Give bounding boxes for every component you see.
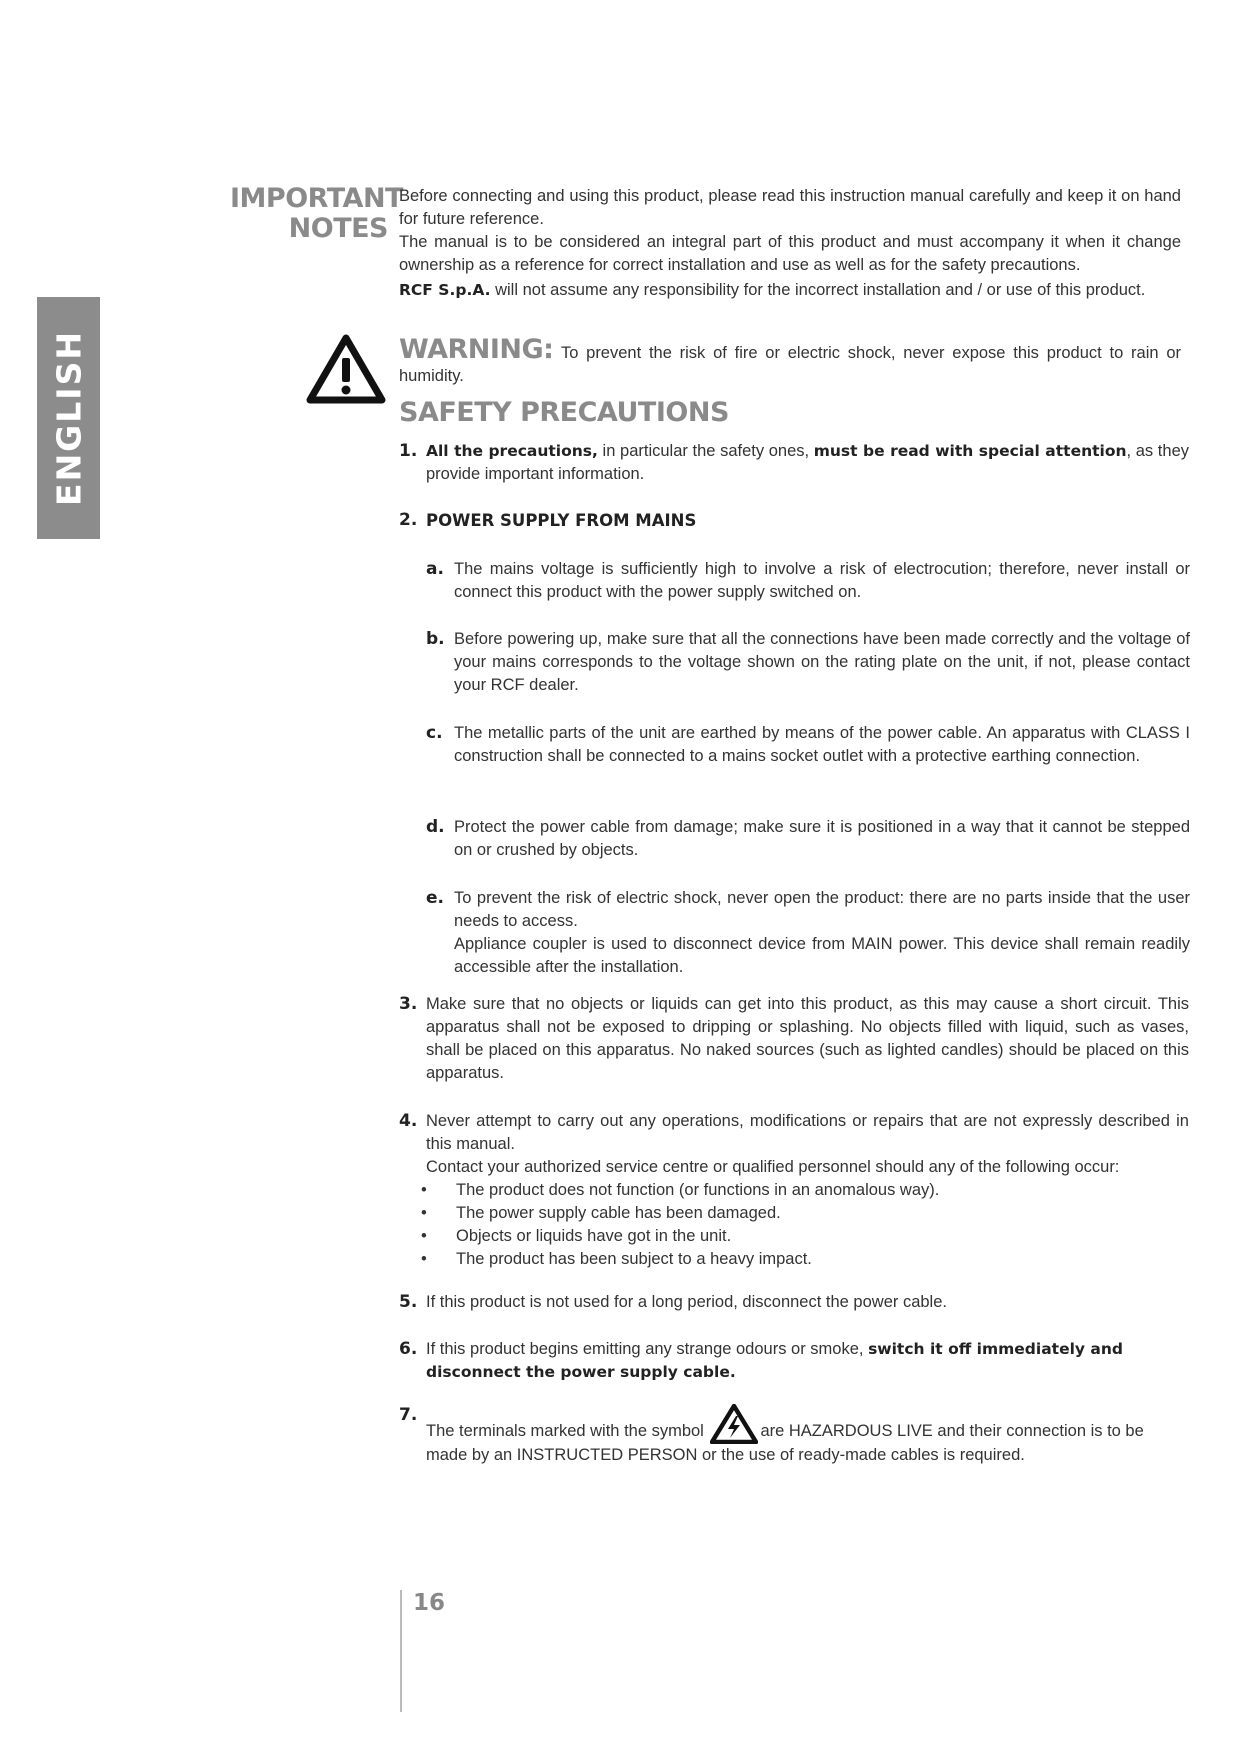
intro-paragraph-3-text: will not assume any responsibility for the incorrect installation and / or use of this product. bbox=[490, 281, 1146, 299]
sub-item-text: Before powering up, make sure that all the connections have been made correctly and the voltage of your mains corresponds to the voltage shown on the rating plate on the unit, if not, please contact your RCF dealer. bbox=[454, 630, 1190, 694]
power-supply-heading: POWER SUPPLY FROM MAINS bbox=[426, 511, 697, 530]
sub-item-text: Protect the power cable from damage; make sure it is positioned in a way that it cannot be stepped on or crushed by objects. bbox=[454, 818, 1190, 859]
list-item: • The product has been subject to a heavy impact. bbox=[399, 1248, 1189, 1271]
item-1-bold-2: must be read with special attention bbox=[813, 442, 1127, 460]
sub-item-letter: b. bbox=[426, 629, 445, 649]
warning-icon bbox=[306, 334, 386, 404]
item-number: 5. bbox=[399, 1292, 418, 1312]
warning-label: WARNING: bbox=[399, 334, 554, 365]
item-text: If this product begins emitting any strange odours or smoke, bbox=[426, 1340, 869, 1358]
sub-item-a bbox=[426, 558, 1190, 604]
page-number: 16 bbox=[413, 1590, 446, 1616]
sub-item-c bbox=[426, 722, 1190, 768]
precaution-item-5 bbox=[399, 1291, 1189, 1314]
sub-item-text: To prevent the risk of electric shock, never open the product: there are no parts inside that the user needs to access. bbox=[454, 889, 1190, 930]
sub-item-letter: d. bbox=[426, 817, 445, 837]
intro-paragraph-3 bbox=[399, 279, 1181, 302]
precaution-item-7 bbox=[399, 1404, 1189, 1467]
item-number: 2. bbox=[399, 510, 418, 530]
item-text-1: The terminals marked with the symbol bbox=[426, 1422, 709, 1440]
intro-paragraph-2: The manual is to be considered an integral part of this product and must accompany it when it change ownership as a reference for correct installation and use as well as for the safety precautions. bbox=[399, 233, 1181, 274]
item-bold-text: switch it off immediately and disconnect the power supply cable. bbox=[426, 1340, 1123, 1381]
item-body bbox=[426, 1338, 1189, 1384]
safety-heading-wrap bbox=[399, 397, 1181, 428]
sub-item-letter: e. bbox=[426, 888, 444, 908]
sub-item-letter: a. bbox=[426, 559, 444, 579]
sub-item-text-2: Appliance coupler is used to disconnect device from MAIN power. This device shall remain readily accessible after the installation. bbox=[454, 935, 1190, 976]
warning-text: To prevent the risk of fire or electric shock, never expose this product to rain or humidity. bbox=[399, 344, 1181, 385]
item-1-bold-1: All the precautions, bbox=[426, 442, 598, 460]
sub-item-letter: c. bbox=[426, 723, 443, 743]
item-text: Never attempt to carry out any operations, modifications or repairs that are not expressly described in this manual. bbox=[426, 1112, 1189, 1153]
item-text: If this product is not used for a long period, disconnect the power cable. bbox=[426, 1293, 947, 1311]
notes-title-line-2: NOTES bbox=[288, 213, 388, 244]
item-text-2: Contact your authorized service centre or qualified personnel should any of the following occur: bbox=[426, 1158, 1120, 1176]
warning-paragraph bbox=[399, 334, 1181, 388]
language-tab bbox=[37, 297, 100, 539]
item-body bbox=[426, 440, 1189, 486]
page-divider-line bbox=[400, 1590, 402, 1712]
item-number: 6. bbox=[399, 1339, 418, 1359]
item-text-2: are HAZARDOUS LIVE and their connection is to be made by an INSTRUCTED PERSON or the use of ready-made cables is required. bbox=[426, 1422, 1144, 1464]
intro-paragraph-1: Before connecting and using this product, please read this instruction manual carefully and keep it on hand for future reference. bbox=[399, 187, 1181, 228]
list-item: • The power supply cable has been damaged. bbox=[399, 1202, 1189, 1225]
precaution-item-4 bbox=[399, 1110, 1189, 1271]
company-name: RCF S.p.A. bbox=[399, 281, 491, 299]
list-item: • Objects or liquids have got in the unit. bbox=[399, 1225, 1189, 1248]
item-number: 4. bbox=[399, 1111, 418, 1131]
precaution-item-1 bbox=[399, 440, 1189, 486]
sub-item-e bbox=[426, 887, 1190, 979]
intro-section bbox=[399, 185, 1181, 302]
hazardous-voltage-icon bbox=[710, 1404, 758, 1444]
sub-item-body bbox=[454, 887, 1190, 979]
item-number: 7. bbox=[399, 1405, 418, 1425]
item-number: 3. bbox=[399, 994, 418, 1014]
item-body bbox=[426, 1110, 1189, 1271]
item-number: 1. bbox=[399, 441, 418, 461]
item-1-text-2: , as they provide important information. bbox=[426, 442, 1189, 483]
item-text: Make sure that no objects or liquids can get into this product, as this may cause a short circuit. This apparatus shall not be exposed to dripping or splashing. No objects filled with liquid, such as vases, shall be placed on this apparatus. No naked sources (such as lighted candles) should be placed on this apparatus. bbox=[426, 995, 1189, 1082]
precaution-item-2 bbox=[399, 509, 1189, 532]
safety-precautions-heading: SAFETY PRECAUTIONS bbox=[399, 397, 729, 428]
notes-title-line-1: IMPORTANT bbox=[230, 183, 403, 214]
warning-section bbox=[399, 334, 1181, 388]
sub-item-text: The mains voltage is sufficiently high to involve a risk of electrocution; therefore, never install or connect this product with the power supply switched on. bbox=[454, 560, 1190, 601]
precaution-item-3 bbox=[399, 993, 1189, 1085]
important-notes-title bbox=[230, 183, 403, 244]
sub-item-d bbox=[426, 816, 1190, 862]
issue-list bbox=[399, 1179, 1189, 1271]
sub-item-text: The metallic parts of the unit are earthed by means of the power cable. An apparatus with CLASS I construction shall be connected to a mains socket outlet with a protective earthing connection. bbox=[454, 724, 1190, 765]
language-tab-label: ENGLISH bbox=[49, 330, 88, 506]
sub-item-b bbox=[426, 628, 1190, 697]
item-body bbox=[426, 1404, 1189, 1467]
item-1-text-1: in particular the safety ones, bbox=[597, 442, 814, 460]
list-item: • The product does not function (or functions in an anomalous way). bbox=[399, 1179, 1189, 1202]
precaution-item-6 bbox=[399, 1338, 1189, 1384]
